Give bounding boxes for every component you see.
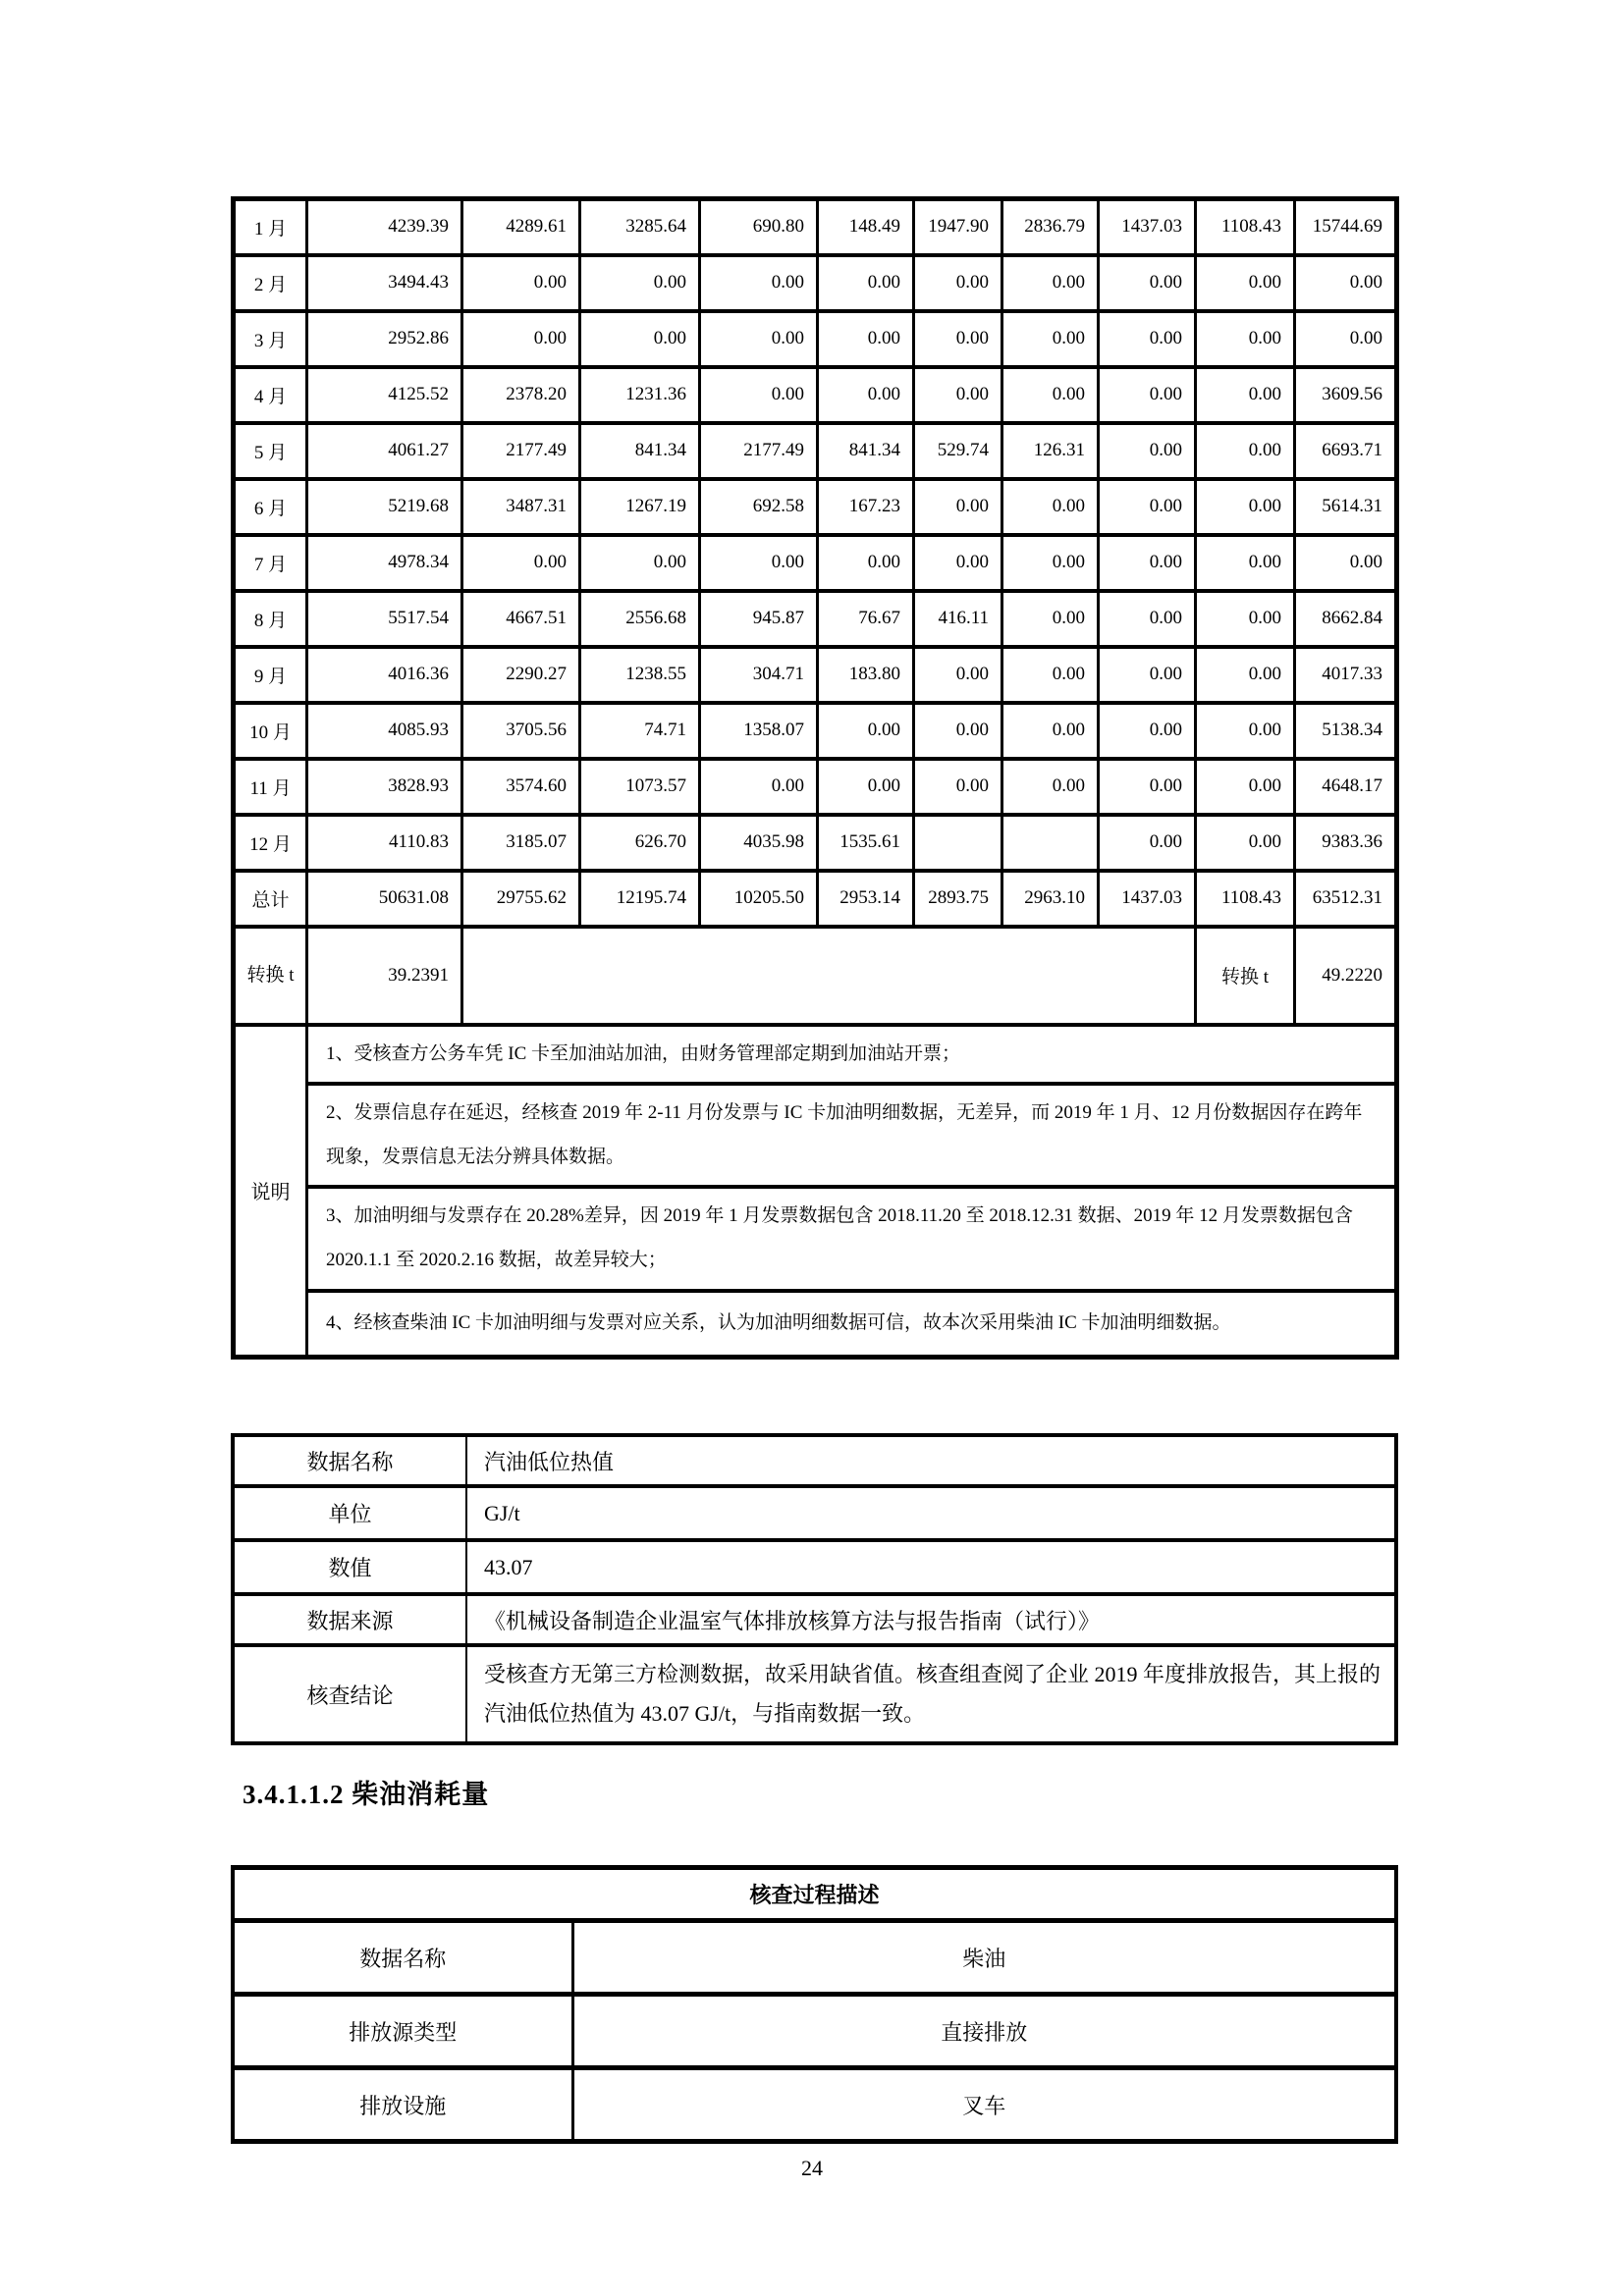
value-cell: 10205.50: [700, 871, 818, 927]
value-cell: 0.00: [462, 255, 580, 311]
value-cell: 50631.08: [307, 871, 462, 927]
value-cell: 2378.20: [462, 367, 580, 423]
value-cell: 0.00: [1099, 479, 1196, 535]
value-cell: 2893.75: [914, 871, 1002, 927]
value-cell: 0.00: [1002, 703, 1099, 759]
value-cell: 0.00: [914, 703, 1002, 759]
empty-merged-cell: [462, 927, 1196, 1025]
value-cell: 692.58: [700, 479, 818, 535]
value-cell: 0.00: [1196, 815, 1295, 871]
value-cell: 4648.17: [1295, 759, 1397, 815]
value-cell: 3828.93: [307, 759, 462, 815]
month-row: [234, 703, 1397, 759]
value-cell: 148.49: [818, 199, 914, 255]
value-cell: 2177.49: [462, 423, 580, 479]
field-label: 数据来源: [233, 1594, 466, 1645]
month-label: 7 月: [234, 535, 307, 591]
value-cell: 0.00: [700, 311, 818, 367]
value-cell: 4978.34: [307, 535, 462, 591]
process-field-value: 柴油: [572, 1921, 1396, 1995]
month-row: [234, 199, 1397, 255]
value-cell: 6693.71: [1295, 423, 1397, 479]
note-row: [234, 1025, 1397, 1085]
value-cell: 1108.43: [1196, 199, 1295, 255]
month-label: 9 月: [234, 647, 307, 703]
value-cell: 529.74: [914, 423, 1002, 479]
value-cell: 945.87: [700, 591, 818, 647]
month-row: [234, 479, 1397, 535]
process-field-value: 直接排放: [572, 1995, 1396, 2068]
value-cell: 15744.69: [1295, 199, 1397, 255]
value-cell: 0.00: [1196, 479, 1295, 535]
field-value: 43.07: [466, 1540, 1396, 1594]
value-cell: [914, 815, 1002, 871]
value-cell: 0.00: [1196, 423, 1295, 479]
value-cell: 4085.93: [307, 703, 462, 759]
value-cell: 4125.52: [307, 367, 462, 423]
value-cell: 416.11: [914, 591, 1002, 647]
value-cell: 4035.98: [700, 815, 818, 871]
value-cell: 0.00: [580, 311, 700, 367]
value-cell: 0.00: [914, 479, 1002, 535]
value-cell: 1358.07: [700, 703, 818, 759]
note-row: [234, 1187, 1397, 1290]
process-field-row: [233, 1995, 1396, 2068]
total-label: 总计: [234, 871, 307, 927]
value-cell: 1535.61: [818, 815, 914, 871]
month-label: 10 月: [234, 703, 307, 759]
month-row: [234, 255, 1397, 311]
monthly-consumption-table: [231, 196, 1399, 1360]
value-cell: 0.00: [1196, 647, 1295, 703]
value-cell: 0.00: [1002, 367, 1099, 423]
data-field-row: [233, 1645, 1396, 1743]
value-cell: 1437.03: [1099, 199, 1196, 255]
value-cell: [1002, 815, 1099, 871]
value-cell: 0.00: [914, 759, 1002, 815]
notes-label: 说明: [234, 1025, 307, 1358]
data-field-row: [233, 1594, 1396, 1645]
value-cell: 0.00: [1196, 591, 1295, 647]
value-cell: 2953.14: [818, 871, 914, 927]
process-field-row: [233, 2068, 1396, 2142]
field-value: 汽油低位热值: [466, 1435, 1396, 1486]
value-cell: 626.70: [580, 815, 700, 871]
value-cell: 841.34: [818, 423, 914, 479]
value-cell: 5138.34: [1295, 703, 1397, 759]
month-label: 1 月: [234, 199, 307, 255]
value-cell: 0.00: [700, 367, 818, 423]
value-cell: 74.71: [580, 703, 700, 759]
value-cell: 0.00: [1196, 311, 1295, 367]
value-cell: 12195.74: [580, 871, 700, 927]
conversion-row: [234, 927, 1397, 1025]
value-cell: 0.00: [1002, 591, 1099, 647]
value-cell: 0.00: [1099, 647, 1196, 703]
value-cell: 0.00: [1295, 535, 1397, 591]
month-row: [234, 423, 1397, 479]
value-cell: 0.00: [700, 759, 818, 815]
month-row: [234, 815, 1397, 871]
value-cell: 841.34: [580, 423, 700, 479]
month-row: [234, 535, 1397, 591]
value-cell: 0.00: [818, 367, 914, 423]
value-cell: 3285.64: [580, 199, 700, 255]
value-cell: 0.00: [818, 255, 914, 311]
data-field-row: [233, 1435, 1396, 1486]
value-cell: 0.00: [914, 647, 1002, 703]
value-cell: 0.00: [1002, 479, 1099, 535]
process-header: 核查过程描述: [233, 1868, 1396, 1921]
month-label: 4 月: [234, 367, 307, 423]
note-row: [234, 1084, 1397, 1187]
value-cell: 1947.90: [914, 199, 1002, 255]
month-row: [234, 759, 1397, 815]
note-text: 1、受核查方公务车凭 IC 卡至加油站加油，由财务管理部定期到加油站开票；: [307, 1025, 1397, 1085]
value-cell: 2836.79: [1002, 199, 1099, 255]
value-cell: 0.00: [1099, 591, 1196, 647]
value-cell: 304.71: [700, 647, 818, 703]
conversion-value-gasoline: 39.2391: [307, 927, 462, 1025]
value-cell: 0.00: [1002, 647, 1099, 703]
conversion-value-diesel: 49.2220: [1295, 927, 1397, 1025]
value-cell: 4110.83: [307, 815, 462, 871]
value-cell: 3494.43: [307, 255, 462, 311]
value-cell: 2952.86: [307, 311, 462, 367]
field-label: 核查结论: [233, 1645, 466, 1743]
month-label: 6 月: [234, 479, 307, 535]
data-field-row: [233, 1486, 1396, 1540]
process-field-label: 数据名称: [233, 1921, 572, 1995]
value-cell: 0.00: [700, 255, 818, 311]
value-cell: 0.00: [1002, 311, 1099, 367]
value-cell: 8662.84: [1295, 591, 1397, 647]
value-cell: 0.00: [818, 535, 914, 591]
month-label: 3 月: [234, 311, 307, 367]
value-cell: 9383.36: [1295, 815, 1397, 871]
value-cell: 76.67: [818, 591, 914, 647]
value-cell: 0.00: [1295, 255, 1397, 311]
month-row: [234, 311, 1397, 367]
value-cell: 183.80: [818, 647, 914, 703]
month-row: [234, 647, 1397, 703]
value-cell: 3609.56: [1295, 367, 1397, 423]
value-cell: 4017.33: [1295, 647, 1397, 703]
value-cell: 167.23: [818, 479, 914, 535]
note-text: 4、经核查柴油 IC 卡加油明细与发票对应关系，认为加油明细数据可信，故本次采用柴油 IC 卡加油明细数据。: [307, 1291, 1397, 1358]
value-cell: 0.00: [818, 759, 914, 815]
value-cell: 0.00: [1196, 535, 1295, 591]
value-cell: 63512.31: [1295, 871, 1397, 927]
value-cell: 0.00: [1099, 815, 1196, 871]
value-cell: 4016.36: [307, 647, 462, 703]
value-cell: 0.00: [1099, 703, 1196, 759]
conversion-label-2: 转换 t: [1196, 927, 1295, 1025]
value-cell: 1238.55: [580, 647, 700, 703]
month-row: [234, 367, 1397, 423]
field-label: 数值: [233, 1540, 466, 1594]
value-cell: 0.00: [1099, 311, 1196, 367]
value-cell: 2177.49: [700, 423, 818, 479]
process-field-label: 排放设施: [233, 2068, 572, 2142]
value-cell: 0.00: [914, 311, 1002, 367]
process-field-value: 叉车: [572, 2068, 1396, 2142]
month-row: [234, 591, 1397, 647]
value-cell: 0.00: [1002, 255, 1099, 311]
note-text: 2、发票信息存在延迟，经核查 2019 年 2-11 月份发票与 IC 卡加油明细数据，无差异，而 2019 年 1 月、12 月份数据因存在跨年现象，发票信息无法分辨具体数据。: [307, 1084, 1397, 1187]
conversion-label: 转换 t: [234, 927, 307, 1025]
value-cell: 2290.27: [462, 647, 580, 703]
month-label: 5 月: [234, 423, 307, 479]
value-cell: 0.00: [1196, 255, 1295, 311]
value-cell: 2556.68: [580, 591, 700, 647]
value-cell: 4667.51: [462, 591, 580, 647]
process-header-row: [233, 1868, 1396, 1921]
month-label: 2 月: [234, 255, 307, 311]
value-cell: 1437.03: [1099, 871, 1196, 927]
value-cell: 3574.60: [462, 759, 580, 815]
value-cell: 0.00: [462, 535, 580, 591]
value-cell: 0.00: [1002, 759, 1099, 815]
value-cell: 0.00: [914, 367, 1002, 423]
field-value: GJ/t: [466, 1486, 1396, 1540]
data-field-row: [233, 1540, 1396, 1594]
value-cell: 0.00: [1295, 311, 1397, 367]
value-cell: 0.00: [1099, 759, 1196, 815]
value-cell: 5614.31: [1295, 479, 1397, 535]
value-cell: 0.00: [1002, 535, 1099, 591]
gasoline-heating-value-table: [231, 1433, 1398, 1745]
value-cell: 0.00: [1099, 255, 1196, 311]
process-field-row: [233, 1921, 1396, 1995]
value-cell: 3185.07: [462, 815, 580, 871]
value-cell: 5517.54: [307, 591, 462, 647]
field-label: 单位: [233, 1486, 466, 1540]
value-cell: 0.00: [818, 703, 914, 759]
value-cell: 4239.39: [307, 199, 462, 255]
diesel-process-table: [231, 1865, 1398, 2144]
note-row: [234, 1291, 1397, 1358]
value-cell: 3705.56: [462, 703, 580, 759]
page-number: 24: [801, 2156, 823, 2180]
value-cell: 5219.68: [307, 479, 462, 535]
note-text: 3、加油明细与发票存在 20.28%差异，因 2019 年 1 月发票数据包含 2018.11.20 至 2018.12.31 数据、2019 年 12 月发票数据包含 2020.1.1 至 2020.2.16 数据，故差异较大；: [307, 1187, 1397, 1290]
value-cell: 0.00: [1099, 367, 1196, 423]
field-label: 数据名称: [233, 1435, 466, 1486]
value-cell: 0.00: [818, 311, 914, 367]
process-field-label: 排放源类型: [233, 1995, 572, 2068]
month-label: 12 月: [234, 815, 307, 871]
value-cell: 126.31: [1002, 423, 1099, 479]
value-cell: 0.00: [1196, 759, 1295, 815]
value-cell: 690.80: [700, 199, 818, 255]
value-cell: 0.00: [700, 535, 818, 591]
value-cell: 0.00: [914, 535, 1002, 591]
value-cell: 0.00: [462, 311, 580, 367]
value-cell: 0.00: [580, 255, 700, 311]
value-cell: 2963.10: [1002, 871, 1099, 927]
section-heading: 3.4.1.1.2 柴油消耗量: [243, 1780, 490, 1809]
value-cell: 0.00: [914, 255, 1002, 311]
value-cell: 4061.27: [307, 423, 462, 479]
value-cell: 0.00: [1099, 423, 1196, 479]
value-cell: 1073.57: [580, 759, 700, 815]
value-cell: 0.00: [1196, 703, 1295, 759]
value-cell: 1108.43: [1196, 871, 1295, 927]
total-row: [234, 871, 1397, 927]
value-cell: 4289.61: [462, 199, 580, 255]
value-cell: 1231.36: [580, 367, 700, 423]
value-cell: 29755.62: [462, 871, 580, 927]
field-value: 《机械设备制造企业温室气体排放核算方法与报告指南（试行）》: [466, 1594, 1396, 1645]
value-cell: 3487.31: [462, 479, 580, 535]
month-label: 11 月: [234, 759, 307, 815]
value-cell: 0.00: [580, 535, 700, 591]
value-cell: 0.00: [1196, 367, 1295, 423]
month-label: 8 月: [234, 591, 307, 647]
field-value: 受核查方无第三方检测数据，故采用缺省值。核查组查阅了企业 2019 年度排放报告，其上报的汽油低位热值为 43.07 GJ/t，与指南数据一致。: [466, 1645, 1396, 1743]
value-cell: 1267.19: [580, 479, 700, 535]
value-cell: 0.00: [1099, 535, 1196, 591]
